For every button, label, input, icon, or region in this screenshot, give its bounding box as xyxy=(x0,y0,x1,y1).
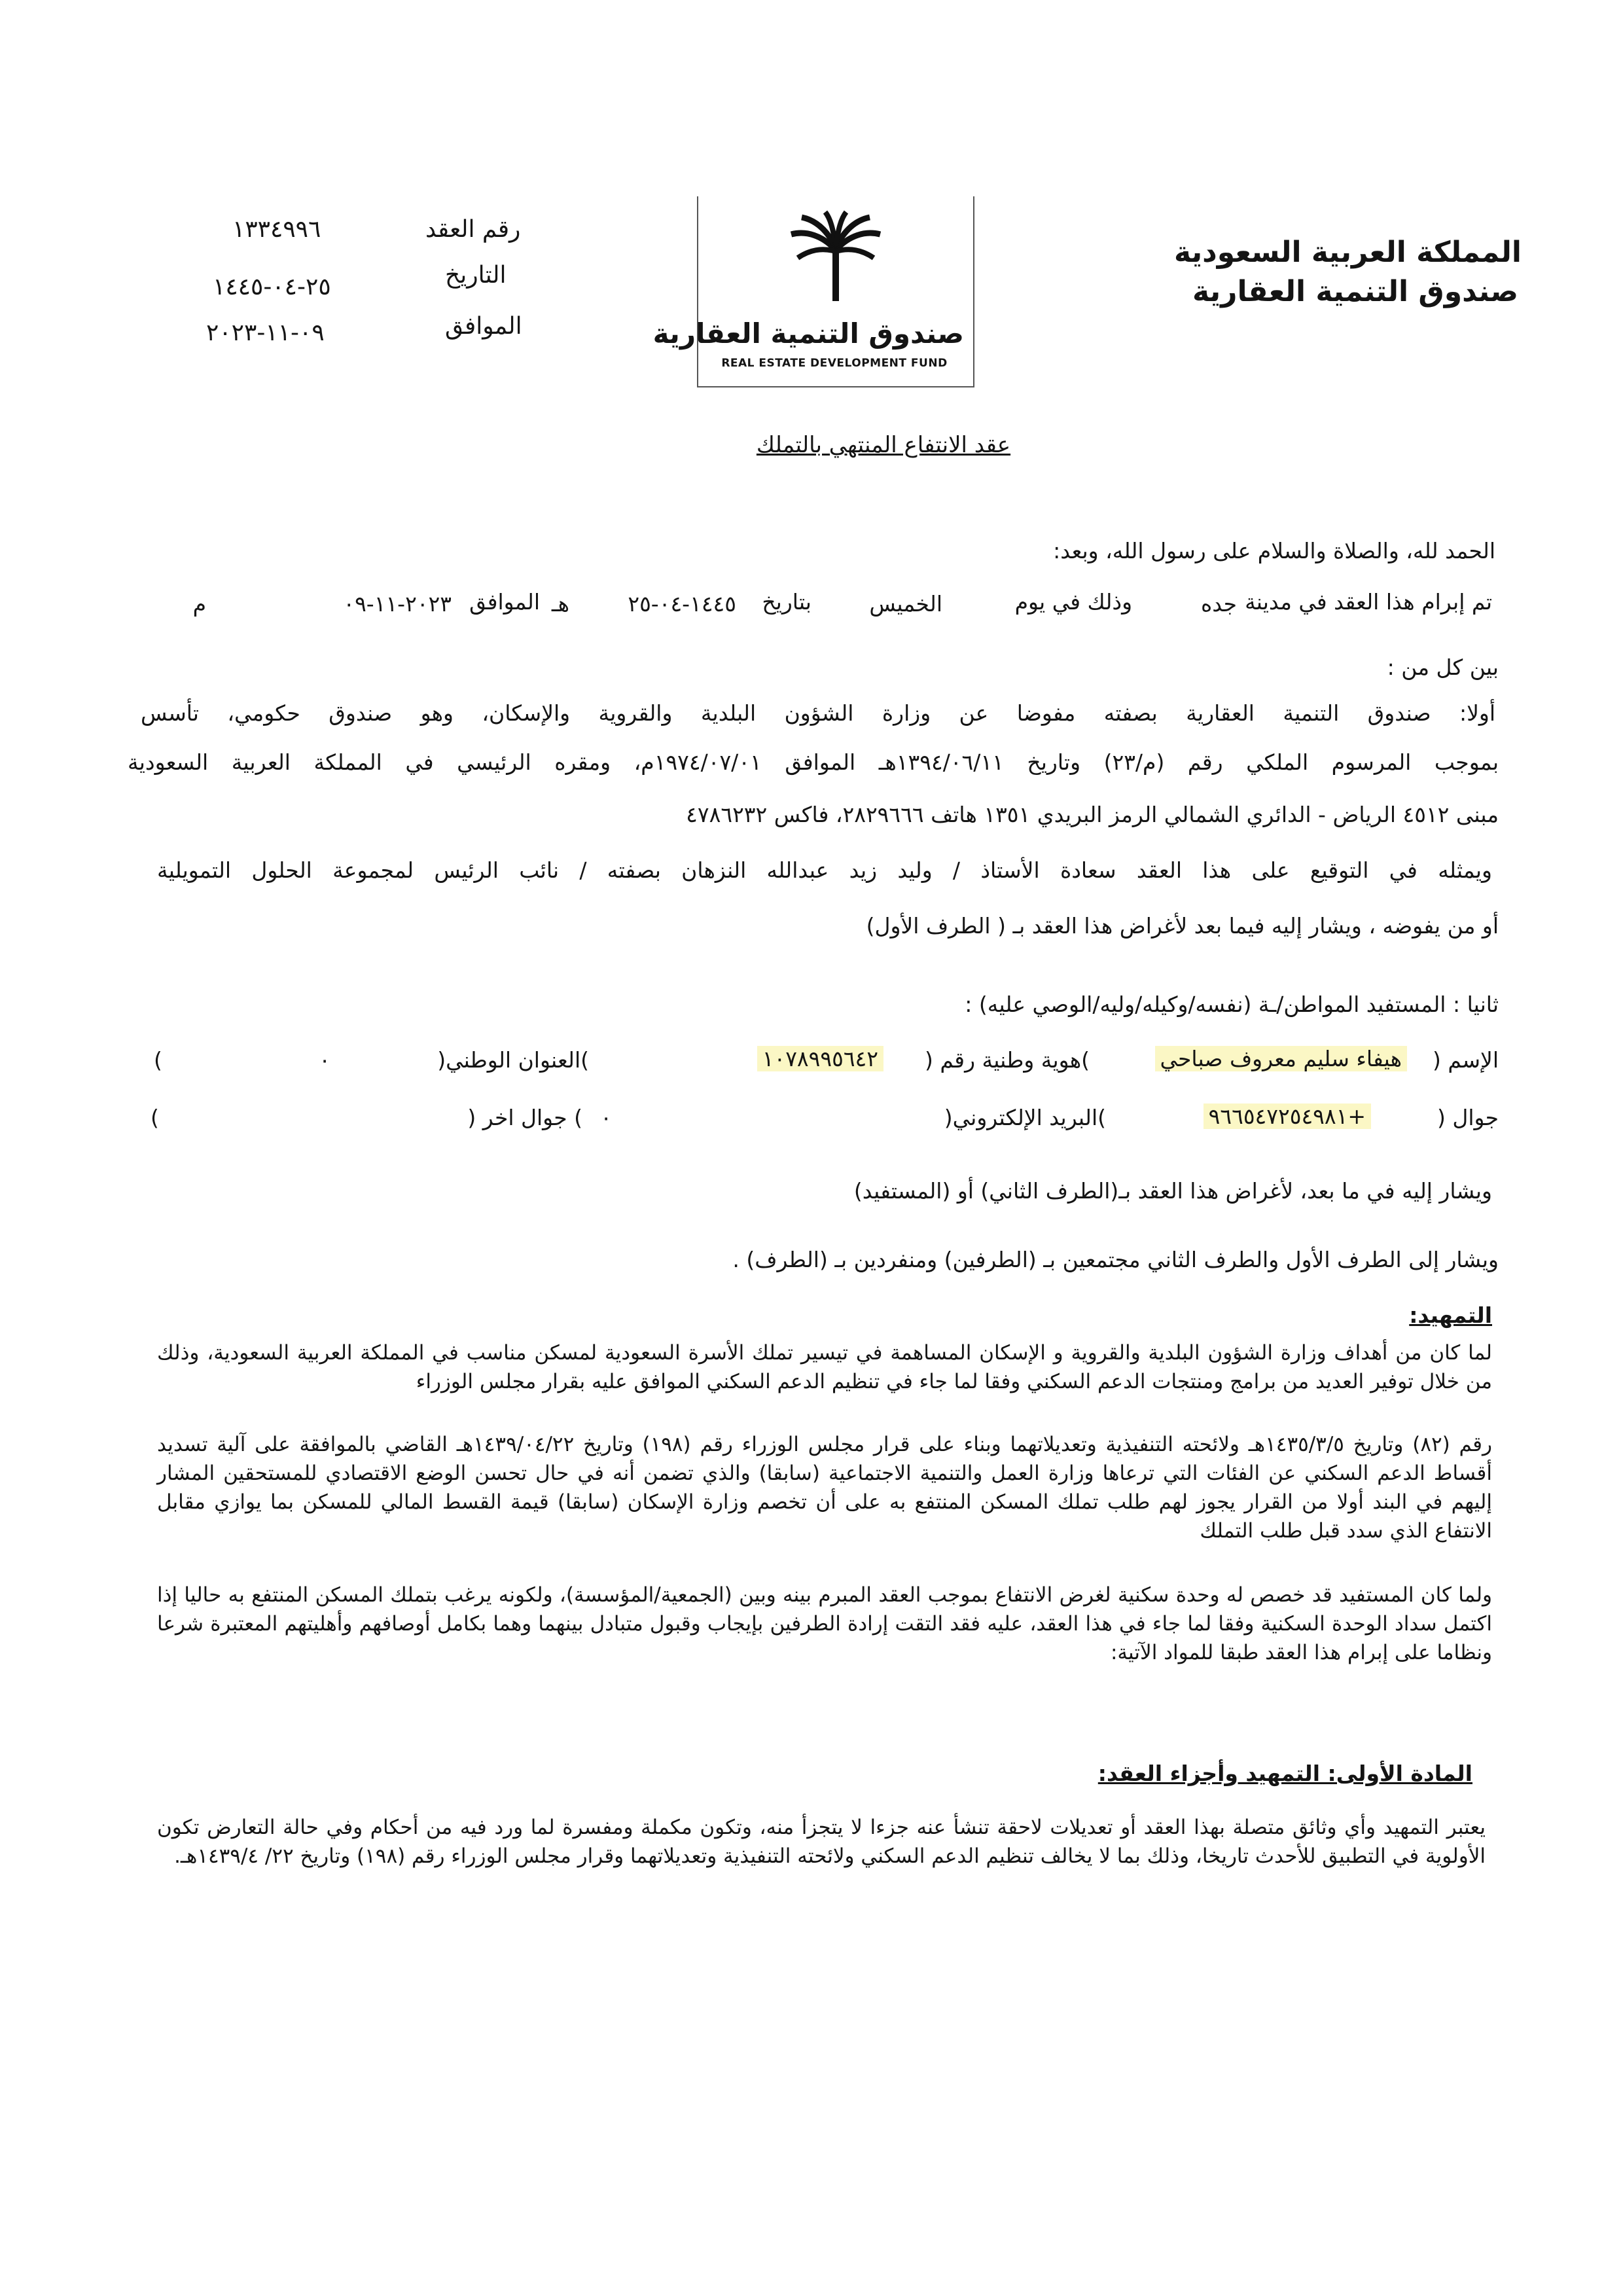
day-value: الخميس xyxy=(869,591,942,617)
hijri-suffix: هـ xyxy=(551,591,569,617)
org-line-1: المملكة العربية السعودية xyxy=(1173,236,1522,269)
party1-line-2: بموجب المرسوم الملكي رقم (م/٢٣) وتاريخ ١٣٩٤/٠٦/١١هـ الموافق ١٩٧٤/٠٧/٠١م، ومقره الرئيسي في المملكة العربية السعودية xyxy=(128,749,1499,775)
id-value: ١٠٧٨٩٩٥٦٤٢ xyxy=(757,1046,883,1071)
email-label: )البريد الإلكتروني( xyxy=(944,1105,1106,1130)
party2-refer: ويشار إليه في ما بعد، لأغراض هذا العقد بـ(الطرف الثاني) أو (المستفيد) xyxy=(853,1178,1492,1204)
corresponding-label: الموافق xyxy=(445,313,522,340)
palm-emblem-icon xyxy=(783,209,888,308)
address-label: )العنوان الوطني( xyxy=(437,1047,589,1073)
org-line-2: صندوق التنمية العقارية xyxy=(1192,275,1518,308)
hijri-value: ١٤٤٥-٠٤-٢٥ xyxy=(628,591,736,617)
date-intro: بتاريخ xyxy=(762,589,812,615)
logo-name-en: REAL ESTATE DEVELOPMENT FUND xyxy=(721,357,948,370)
place-intro: تم إبرام هذا العقد في مدينة xyxy=(1245,589,1492,615)
parties-both: ويشار إلى الطرف الأول والطرف الثاني مجتمعين بـ (الطرفين) ومنفردين بـ (الطرف) . xyxy=(732,1247,1499,1272)
party1-line-3: مبنى ٤٥١٢ الرياض - الدائري الشمالي الرمز البريدي ١٣٥١ هاتف ٢٨٢٩٦٦٦، فاكس ٤٧٨٦٢٣٢ xyxy=(686,802,1499,827)
greg-suffix: م xyxy=(192,591,206,617)
id-label: )هوية وطنية رقم ( xyxy=(924,1047,1090,1073)
logo-name-ar: صندوق التنمية العقارية xyxy=(652,317,964,350)
greg-value: ٢٠٢٣-١١-٠٩ xyxy=(343,591,452,617)
contract-no-value: ١٣٣٤٩٩٦ xyxy=(232,216,321,243)
between-line: بين كل من : xyxy=(1387,655,1499,680)
corresponding-intro: الموافق xyxy=(469,589,540,615)
date-gregorian-value: ٠٩-١١-٢٠٢٣ xyxy=(206,319,325,346)
contract-no-label: رقم العقد xyxy=(425,216,521,243)
date-label: التاريخ xyxy=(445,262,507,289)
mobile-value: +٩٦٦٥٤٧٢٥٤٩٨١ xyxy=(1204,1103,1371,1129)
preamble-paragraph-3: ولما كان المستفيد قد خصص له وحدة سكنية لغرض الانتفاع بموجب العقد المبرم بينه وبين (الجمعية/المؤسسة)، ولكونه يرغب بتملك المسكن المنتفع به حاليا إذا اكتمل سداد الوحدة السكنية وفقا لما جاء في هذا العقد، عليه فقد التقت إرادة الطرفين بإيجاب وقبول متبادل بينهما وهما بكامل أوصافهم وأهليتهم المعتبرة شرعا ونظاما على إبرام هذا العقد طبقا للمواد الآتية: xyxy=(157,1583,1492,1664)
day-intro: وذلك في يوم xyxy=(1014,589,1132,615)
city-value: جده xyxy=(1200,591,1237,617)
preamble-paragraph-1: لما كان من أهداف وزارة الشؤون البلدية والقروية و الإسكان المساهمة في تيسير تملك الأسرة السعودية لمسكن مناسب في المملكة العربية السعودية، وذلك من خلال توفير العديد من برامج ومنتجات الدعم السكني وفقا لما جاء في تنظيم الدعم السكني الموافق عليه بقرار مجلس الوزراء xyxy=(157,1341,1492,1393)
opening-line: الحمد لله، والصلاة والسلام على رسول الله، وبعد: xyxy=(1053,538,1495,564)
preamble-paragraph-2: رقم (٨٢) وتاريخ ١٤٣٥/٣/٥هـ ولائحته التنفيذية وتعديلاتهما وبناء على قرار مجلس الوزراء رقم (١٩٨) وتاريخ ١٤٣٩/٠٤/٢٢هـ القاضي بالموافقة على آلية تسديد أقساط الدعم السكني عن الفئات التي ترعاها وزارة العمل والتنمية الاجتماعية (سابقا) والذي تضمن أنه في حال تحسن الوضع الاقتصادي للمستحقين المشار إليهم في البند أولا من القرار يجوز لهم طلب تملك المسكن المنتفع به على أن تخصم وزارة الإسكان (سابقا) قيمة القسط المالي للمسكن بما يوازي مقابل الانتفاع الذي سدد قبل طلب التملك xyxy=(157,1433,1492,1543)
party1-line-4: ويمثله في التوقيع على هذا العقد سعادة الأستاذ / وليد زيد عبدالله النزهان بصفته / نائب الرئيس لمجموعة الحلول التمويلية xyxy=(157,857,1492,883)
article1-heading: المادة الأولى: التمهيد وأجزاء العقد: xyxy=(1097,1761,1472,1786)
party1-line-1: أولا: صندوق التنمية العقارية بصفته مفوضا عن وزارة الشؤون البلدية والقروية والإسكان، وهو صندوق حكومي، تأسس xyxy=(141,700,1495,726)
preamble-heading: التمهيد: xyxy=(1409,1302,1492,1328)
name-label: الإسم ( xyxy=(1433,1047,1499,1073)
other-mobile-close-paren: ) xyxy=(151,1105,159,1130)
address-close-paren: ) xyxy=(154,1047,162,1073)
party1-line-5: أو من يفوضه ، ويشار إليه فيما بعد لأغراض هذا العقد بـ ( الطرف الأول) xyxy=(866,913,1499,939)
mobile-label: جوال ( xyxy=(1437,1105,1499,1130)
other-mobile-label: ) جوال اخر ( xyxy=(467,1105,582,1130)
email-value: ٠ xyxy=(600,1105,612,1130)
address-value: ٠ xyxy=(319,1047,330,1073)
article1-text: يعتبر التمهيد وأي وثائق متصلة بهذا العقد أو تعديلات لاحقة تنشأ عنه جزءا لا يتجزأ منه، وتكون مكملة ومفسرة لما ورد فيه من أحكام وفي حالة التعارض تكون الأولوية في التطبيق للأحدث تاريخا، وذلك بما لا يخالف تنظيم الدعم السكني ولائحته التنفيذية وتعديلاتهما وقرار مجلس الوزراء رقم (١٩٨) وتاريخ ٢٢/ ١٤٣٩/٤هـ. xyxy=(157,1816,1486,1868)
name-value: هيفاء سليم معروف صباحي xyxy=(1155,1046,1407,1071)
logo xyxy=(652,196,974,387)
date-hijri-value: ٢٥-٠٤-١٤٤٥ xyxy=(213,274,331,300)
party2-heading: ثانيا : المستفيد المواطن/ـة (نفسه/وكيله/وليه/الوصي عليه) : xyxy=(965,992,1499,1017)
document-title: عقد الانتفاع المنتهي بالتملك xyxy=(756,432,1011,458)
